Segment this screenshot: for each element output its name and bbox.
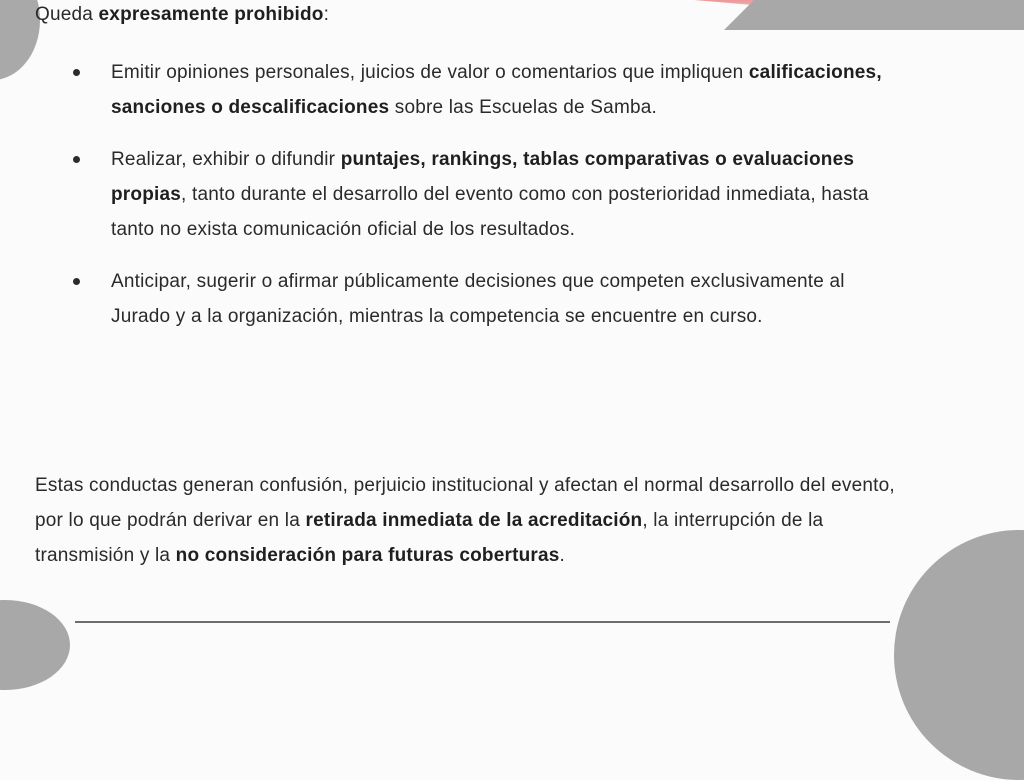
closing-text: , la interrupción de la transmisión y la [35, 510, 824, 566]
closing-bold-text: no consideración para futuras coberturas [175, 545, 560, 566]
bullet-text: Emitir opiniones personales, juicios de valor o comentarios que impliquen [111, 62, 749, 83]
prohibitions-list [35, 55, 905, 351]
intro-text: Queda [35, 4, 99, 25]
decorative-circle-bottom-right [894, 530, 1024, 780]
bullet-bold-text: calificaciones, sanciones o descalificaciones [111, 62, 882, 118]
bullet-icon [73, 278, 80, 285]
bottom-divider [75, 621, 890, 623]
intro-heading [35, 4, 329, 26]
decorative-gray-band-top [724, 0, 1024, 30]
intro-suffix: : [323, 4, 330, 25]
bullet-icon [73, 156, 80, 163]
intro-bold: expresamente prohibido [98, 4, 324, 25]
bullet-text: sobre las Escuelas de Samba. [389, 97, 657, 118]
bullet-text: Realizar, exhibir o difundir [111, 149, 341, 170]
decorative-circle-top-left [0, 0, 40, 80]
list-item [35, 55, 905, 125]
list-item [35, 264, 905, 334]
list-item [35, 142, 905, 247]
bullet-text: , tanto durante el desarrollo del evento como con posterioridad inmediata, hasta tanto no exista comunicación oficial de los resultados. [111, 184, 869, 240]
bullet-bold-text: puntajes, rankings, tablas comparativas o evaluaciones propias [111, 149, 855, 205]
closing-bold-text: retirada inmediata de la acreditación [305, 510, 643, 531]
bullet-text: Anticipar, sugerir o afirmar públicamente decisiones que competen exclusivamente al Jurado y a la organización, mientras la competencia se encuentre en curso. [111, 271, 845, 327]
closing-text: . [559, 545, 566, 566]
closing-text: Estas conductas generan confusión, perjuicio institucional y afectan el normal desarrollo del evento, por lo que podrán derivar en la [35, 475, 895, 531]
bullet-icon [73, 69, 80, 76]
closing-paragraph [35, 468, 895, 573]
decorative-circle-bottom-left [0, 600, 70, 690]
